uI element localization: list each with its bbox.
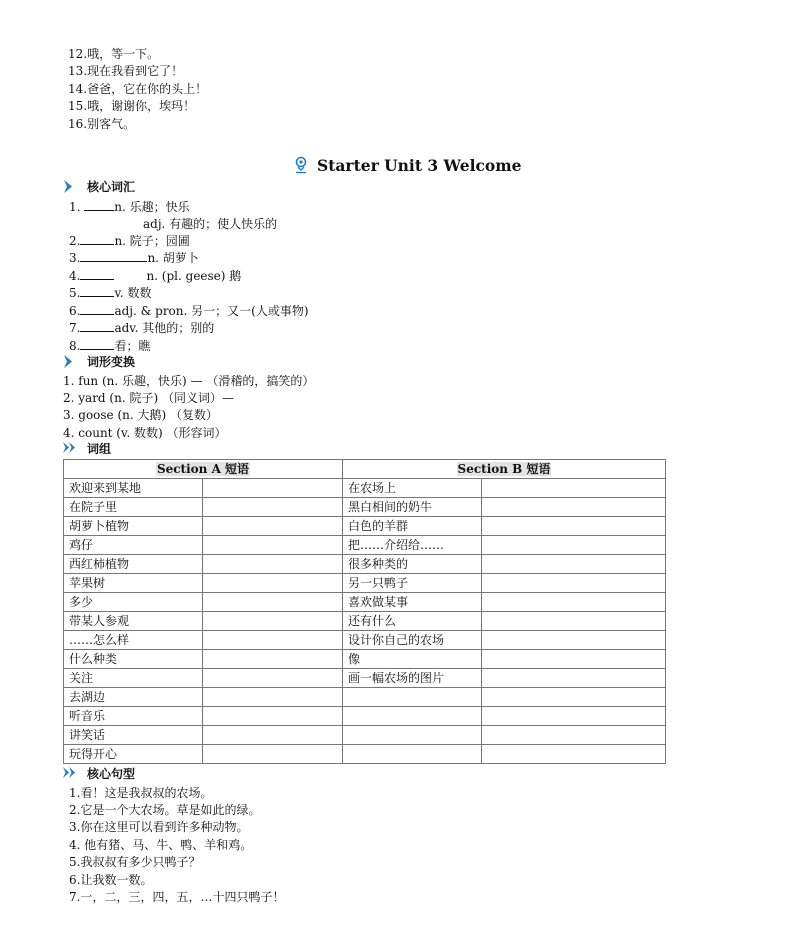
answer-cell[interactable] — [482, 536, 666, 555]
vocab-item: 8. 看；瞧 — [69, 339, 151, 353]
vocab-item: adj. 有趣的；使人快乐的 — [143, 217, 278, 231]
vocab-item: 4. n. (pl. geese) 鹅 — [69, 269, 242, 283]
list-item: 16.别客气。 — [68, 116, 136, 131]
table-header-section-b: Section B 短语 — [343, 460, 666, 479]
answer-cell[interactable] — [482, 688, 666, 707]
table-row: 讲笑话 — [64, 726, 666, 745]
page-title: Starter Unit 3 Welcome — [317, 156, 522, 175]
answer-blank[interactable] — [80, 250, 147, 262]
table-row: 苹果树 另一只鸭子 — [64, 574, 666, 593]
sentence-item: 5.我叔叔有多少只鸭子？ — [69, 855, 201, 869]
sentence-item: 1.看！这是我叔叔的农场。 — [69, 786, 213, 800]
answer-cell[interactable] — [203, 669, 343, 688]
table-row: 什么种类 像 — [64, 650, 666, 669]
answer-blank[interactable] — [80, 268, 114, 280]
vocab-item: 2. n. 院子；园圃 — [69, 234, 190, 248]
table-row: 听音乐 — [64, 707, 666, 726]
wordform-item: 2. yard (n. 院子) （同义词）— — [63, 391, 234, 405]
table-row: 去湖边 — [64, 688, 666, 707]
table-row: 西红柿植物 很多种类的 — [64, 555, 666, 574]
vocab-item: 6. adj. & pron. 另一；又一(人或事物) — [69, 304, 309, 318]
unit-title-block — [294, 156, 534, 176]
answer-cell[interactable] — [482, 631, 666, 650]
double-chevron-right-icon — [63, 767, 77, 778]
answer-cell[interactable] — [203, 555, 343, 574]
answer-blank[interactable] — [80, 233, 114, 245]
vocab-item: 3. n. 胡萝卜 — [69, 251, 199, 265]
list-item: 14.爸爸，它在你的头上！ — [68, 81, 208, 96]
answer-cell[interactable] — [482, 650, 666, 669]
table-row: 鸡仔 把……介绍给…… — [64, 536, 666, 555]
answer-cell[interactable] — [482, 498, 666, 517]
vocab-item: 7. adv. 其他的；别的 — [69, 321, 215, 335]
wordform-item: 1. fun (n. 乐趣，快乐) — （滑稽的，搞笑的） — [63, 374, 315, 388]
answer-cell[interactable] — [203, 612, 343, 631]
sentence-item: 2.它是一个大农场。草是如此的绿。 — [69, 803, 261, 817]
vocab-item: 5. v. 数数 — [69, 286, 152, 300]
answer-cell[interactable] — [203, 574, 343, 593]
answer-cell[interactable] — [203, 593, 343, 612]
table-row: 关注 画一幅农场的图片 — [64, 669, 666, 688]
answer-cell[interactable] — [203, 631, 343, 650]
table-row: 带某人参观 还有什么 — [64, 612, 666, 631]
table-row: 多少 喜欢做某事 — [64, 593, 666, 612]
sentence-item: 6.让我数一数。 — [69, 873, 153, 887]
answer-cell[interactable] — [482, 745, 666, 764]
list-item: 13.现在我看到它了！ — [68, 64, 184, 79]
answer-cell[interactable] — [203, 726, 343, 745]
sentence-item: 7.一，二，三，四，五，…十四只鸭子！ — [69, 890, 285, 904]
answer-cell[interactable] — [203, 517, 343, 536]
answer-cell[interactable] — [203, 650, 343, 669]
answer-cell[interactable] — [203, 707, 343, 726]
answer-blank[interactable] — [80, 285, 114, 297]
table-row: 玩得开心 — [64, 745, 666, 764]
sentence-item: 3.你在这里可以看到许多种动物。 — [69, 820, 249, 834]
answer-blank[interactable] — [80, 338, 114, 350]
answer-blank[interactable] — [80, 303, 114, 315]
double-chevron-right-icon — [63, 442, 77, 453]
table-row: 在院子里 黑白相间的奶牛 — [64, 498, 666, 517]
answer-blank[interactable] — [84, 199, 114, 211]
wordform-item: 4. count (v. 数数) （形容词） — [63, 426, 227, 440]
answer-cell[interactable] — [482, 593, 666, 612]
answer-cell[interactable] — [482, 574, 666, 593]
top-sentence-list — [68, 46, 207, 133]
vocab-item: 1. n. 乐趣；快乐 — [69, 200, 190, 214]
list-item: 12.哦，等一下。 — [68, 47, 160, 61]
answer-cell[interactable] — [482, 555, 666, 574]
table-header-section-a: Section A 短语 — [64, 460, 343, 479]
phrase-table — [63, 459, 666, 764]
answer-cell[interactable] — [482, 726, 666, 745]
answer-cell[interactable] — [203, 479, 343, 498]
answer-cell[interactable] — [482, 707, 666, 726]
answer-cell[interactable] — [482, 517, 666, 536]
table-row: 欢迎来到某地 在农场上 — [64, 479, 666, 498]
answer-cell[interactable] — [203, 688, 343, 707]
answer-cell[interactable] — [203, 536, 343, 555]
location-pin-icon — [294, 156, 308, 174]
chevron-right-icon — [63, 180, 73, 193]
table-row: ……怎么样 设计你自己的农场 — [64, 631, 666, 650]
chevron-right-icon — [63, 355, 73, 368]
answer-cell[interactable] — [203, 745, 343, 764]
sentence-item: 4. 他有猪、马、牛、鸭、羊和鸡。 — [69, 838, 253, 852]
list-item: 15.哦，谢谢你，埃玛！ — [68, 99, 196, 114]
wordform-item: 3. goose (n. 大鹅) （复数） — [63, 408, 219, 422]
answer-cell[interactable] — [482, 669, 666, 688]
answer-cell[interactable] — [203, 498, 343, 517]
table-header-row — [64, 460, 666, 479]
answer-blank[interactable] — [80, 320, 114, 332]
answer-cell[interactable] — [482, 612, 666, 631]
table-row: 胡萝卜植物 白色的羊群 — [64, 517, 666, 536]
answer-cell[interactable] — [482, 479, 666, 498]
